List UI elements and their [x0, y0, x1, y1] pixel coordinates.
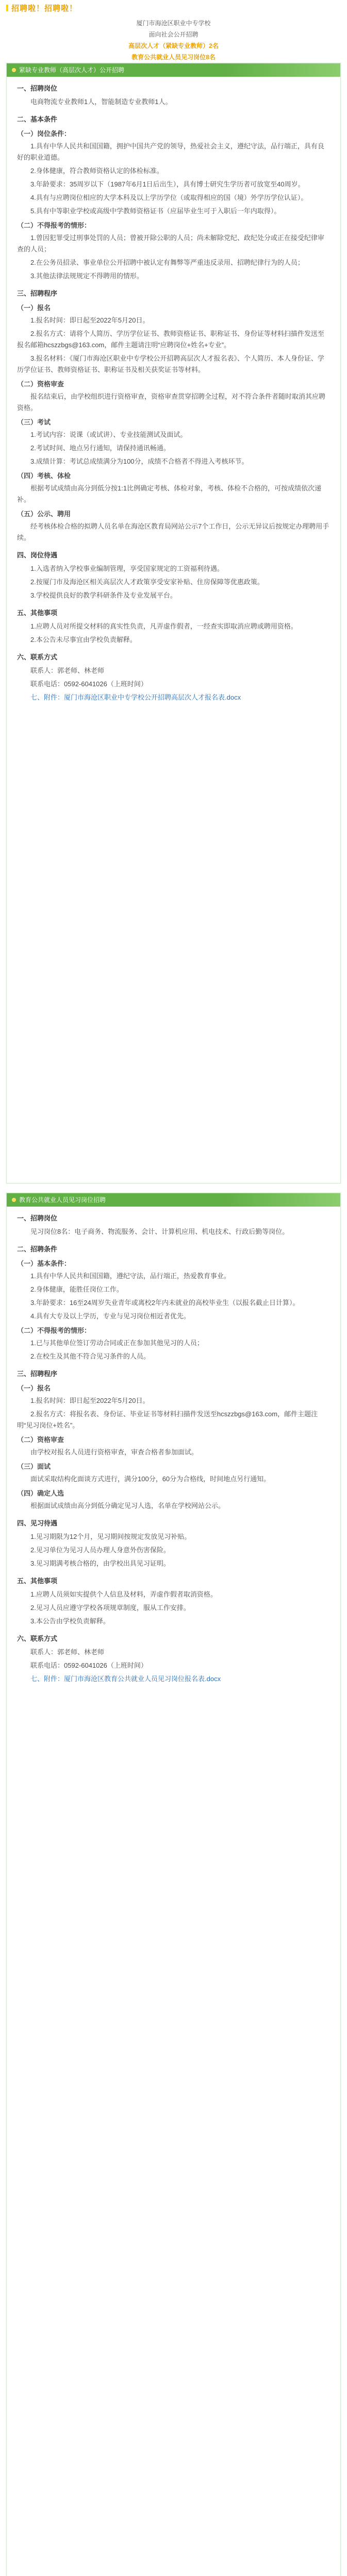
paragraph: 3.成绩计算：考试总成绩满分为100分，成绩不合格者不得进入考核环节。: [30, 457, 249, 465]
paragraph: 根据考试成绩由高分到低分按1:1比例确定考核、体检对象，考核、体检不合格的，可按成绩依次递补。: [17, 484, 322, 503]
paragraph: 2.报名方式：请将个人简历、学历学位证书、教师资格证书、职称证书、身份证等材料扫描件发送至报名邮箱hcszzbgs@163.com，邮件主题请注明“应聘岗位+姓名+专业”。: [17, 330, 324, 349]
paragraph: 1.报名时间：即日起至2022年5月20日。: [30, 316, 150, 324]
paragraph: 2.在公务员招录、事业单位公开招聘中被认定有舞弊等严重违反录用、招聘纪律行为的人员；: [30, 259, 304, 266]
paragraph: 经考核体检合格的拟聘人员名单在海沧区教育局网站公示7个工作日，公示无异议后按规定办理聘用手续。: [17, 522, 329, 541]
section-title: 二、招聘条件: [17, 1245, 58, 1253]
section-title: 六、联系方式: [17, 1635, 58, 1642]
paragraph: 电商物流专业教师1人，智能制造专业教师1人。: [30, 98, 172, 106]
subsection-title: （二）不得报考的情形：: [17, 1327, 91, 1334]
section: [17, 550, 330, 601]
paragraph: 3.年龄要求：16至24周岁失业青年或离校2年内未就业的高校毕业生（以报名截止日计算）。: [30, 1299, 300, 1307]
section-title: 一、招聘岗位: [17, 1214, 58, 1222]
paragraph: 报名结束后，由学校组织进行资格审查，资格审查贯穿招聘全过程，对不符合条件者随时取消其应聘资格。: [17, 393, 326, 412]
paragraph: 3.本公告由学校负责解释。: [30, 1617, 110, 1625]
section: [17, 83, 330, 108]
section: [17, 1244, 330, 1362]
section: [17, 288, 330, 544]
section: [17, 607, 330, 646]
header-subtitle: 面向社会公开招聘: [148, 31, 199, 38]
card-1-body: [7, 77, 340, 713]
section-title: 六、联系方式: [17, 653, 58, 661]
paragraph: 4.具有大专及以上学历，专业与见习岗位相近者优先。: [30, 1312, 190, 1320]
subsection-title: （三）面试: [17, 1463, 51, 1470]
section: [17, 1633, 330, 1685]
paragraph: 3.其他法律法规规定不得聘用的情形。: [30, 272, 143, 280]
article-header: [0, 0, 347, 61]
section: [17, 1575, 330, 1627]
paragraph: 3.见习期满考核合格的，由学校出具见习证明。: [30, 1560, 170, 1567]
section-title: 五、其他事项: [17, 609, 58, 617]
paragraph: 1.具有中华人民共和国国籍，遵纪守法，品行端正，热爱教育事业。: [30, 1272, 230, 1280]
section-title: 四、见习待遇: [17, 1519, 58, 1527]
paragraph: 2.身体健康，符合教师资格认定的体检标准。: [30, 167, 163, 175]
paragraph: 2.见习单位为见习人员办理人身意外伤害保险。: [30, 1546, 170, 1554]
card-1-header: [7, 63, 340, 77]
paragraph: 1.曾因犯罪受过刑事处罚的人员；曾被开除公职的人员；尚未解除党纪、政纪处分或正在接受纪律审查的人员；: [17, 234, 324, 253]
paragraph: 1.见习期限为12个月，见习期间按规定发放见习补贴。: [30, 1533, 191, 1540]
paragraph: 1.具有中华人民共和国国籍，拥护中国共产党的领导，热爱社会主义，遵纪守法，品行端正，具有良好的职业道德。: [17, 142, 324, 161]
paragraph: 1.应聘人员对所提交材料的真实性负责，凡弄虚作假者，一经查实即取消应聘或聘用资格。: [30, 622, 298, 630]
paragraph: 2.在校生及其他不符合见习条件的人员。: [30, 1352, 150, 1360]
paragraph: 由学校对报名人员进行资格审查，审查合格者参加面试。: [30, 1448, 199, 1456]
subsection-title: （三）考试: [17, 418, 51, 426]
card-2-title: 教育公共就业人员见习岗位招聘: [19, 1196, 106, 1204]
paragraph: 4.具有与应聘岗位相应的大学本科及以上学历学位（或取得相应的国（境）外学历学位认证）。: [30, 194, 308, 201]
section-title: 三、招聘程序: [17, 290, 58, 297]
paragraph: 2.身体健康，能胜任岗位工作。: [30, 1285, 123, 1293]
subsection-title: （四）确定人选: [17, 1489, 64, 1497]
paragraph: 3.年龄要求：35周岁以下（1987年6月1日后出生），具有博士研究生学历者可放宽至40周岁。: [30, 180, 305, 188]
header-school: 厦门市海沧区职业中专学校: [136, 20, 211, 27]
subsection-title: （一）基本条件：: [17, 1260, 71, 1267]
paragraph: 5.具有中等职业学校或高级中学教师资格证书（应届毕业生可于入职后一年内取得）。: [30, 207, 281, 215]
subsection-title: （五）公示、聘用: [17, 510, 71, 518]
card-1-title: 紧缺专业教师（高层次人才）公开招聘: [19, 66, 125, 74]
section-title: 三、招聘程序: [17, 1370, 58, 1378]
paragraph: 联系人：郭老师、林老师: [30, 1648, 105, 1656]
paragraph: 2.见习人员应遵守学校各项规章制度，服从工作安排。: [30, 1604, 190, 1612]
paragraph: 2.按厦门市及海沧区相关高层次人才政策享受安家补贴、住房保障等优惠政策。: [30, 578, 264, 586]
paragraph: 2.考试时间、地点另行通知，请保持通讯畅通。: [30, 444, 170, 452]
paragraph: 1.已与其他单位签订劳动合同或正在参加其他见习的人员；: [30, 1339, 204, 1347]
paragraph: 联系人：郭老师、林老师: [30, 667, 105, 674]
paragraph: 1.入选者纳入学校事业编制管理，享受国家规定的工资福利待遇。: [30, 565, 224, 572]
paragraph: 见习岗位8名：电子商务、物流服务、会计、计算机应用、机电技术、行政后勤等岗位。: [30, 1228, 289, 1235]
section: [17, 1518, 330, 1569]
header-position-1: 高层次人才（紧缺专业教师）2名: [128, 42, 219, 49]
subsection-title: （一）报名: [17, 304, 51, 312]
card-2-header: [7, 1193, 340, 1207]
attachment-link[interactable]: 七、附件：厦门市海沧区职业中专学校公开招聘高层次人才报名表.docx: [30, 693, 241, 701]
header-position-2: 教育公共就业人员见习岗位8名: [131, 54, 216, 61]
paragraph: 联系电话：0592-6041026（上班时间）: [30, 680, 147, 688]
section: [17, 1368, 330, 1512]
section: [17, 114, 330, 282]
paragraph: 面试采取结构化面谈方式进行，满分100分，60分为合格线，时间地点另行通知。: [30, 1475, 271, 1483]
subsection-title: （一）岗位条件：: [17, 130, 71, 138]
section-title: 四、岗位待遇: [17, 551, 58, 559]
section: [17, 1213, 330, 1238]
paragraph: 联系电话：0592-6041026（上班时间）: [30, 1662, 147, 1669]
subsection-title: （一）报名: [17, 1384, 51, 1392]
section: [17, 652, 330, 703]
header-tag: 招聘啦！招聘啦！: [6, 3, 77, 14]
subsection-title: （四）考核、体检: [17, 472, 71, 480]
attachment-link[interactable]: 七、附件：厦门市海沧区教育公共就业人员见习岗位报名表.docx: [30, 1675, 221, 1683]
section-title: 二、基本条件: [17, 115, 58, 123]
recruitment-card-1: [6, 63, 341, 1183]
subsection-title: （二）资格审查: [17, 1436, 64, 1444]
card-2-body: [7, 1207, 340, 1694]
subsection-title: （二）资格审查: [17, 380, 64, 388]
section-title: 一、招聘岗位: [17, 84, 58, 92]
paragraph: 3.学校提供良好的教学科研条件及专业发展平台。: [30, 591, 177, 599]
bullet-icon: [12, 1198, 16, 1202]
paragraph: 1.报名时间：即日起至2022年5月20日。: [30, 1397, 150, 1404]
paragraph: 1.考试内容：说课（或试讲）、专业技能测试及面试。: [30, 431, 187, 438]
paragraph: 1.应聘人员须如实提供个人信息及材料，弄虚作假者取消资格。: [30, 1590, 217, 1598]
paragraph: 3.报名材料：《厦门市海沧区职业中专学校公开招聘高层次人才报名表》、个人简历、本人身份证、学历学位证书、教师资格证书、职称证书及相关获奖证书等材料。: [17, 354, 324, 374]
paragraph: 根据面试成绩由高分到低分确定见习人选，名单在学校网站公示。: [30, 1502, 225, 1510]
paragraph: 2.本公告未尽事宜由学校负责解释。: [30, 636, 137, 643]
subsection-title: （二）不得报考的情形：: [17, 222, 91, 229]
paragraph: 2.报名方式：将报名表、身份证、毕业证书等材料扫描件发送至hcszzbgs@163.com，邮件主题注明“见习岗位+姓名”。: [17, 1410, 318, 1429]
section-title: 五、其他事项: [17, 1577, 58, 1585]
bullet-icon: [12, 68, 16, 72]
recruitment-card-2: [6, 1193, 341, 2576]
